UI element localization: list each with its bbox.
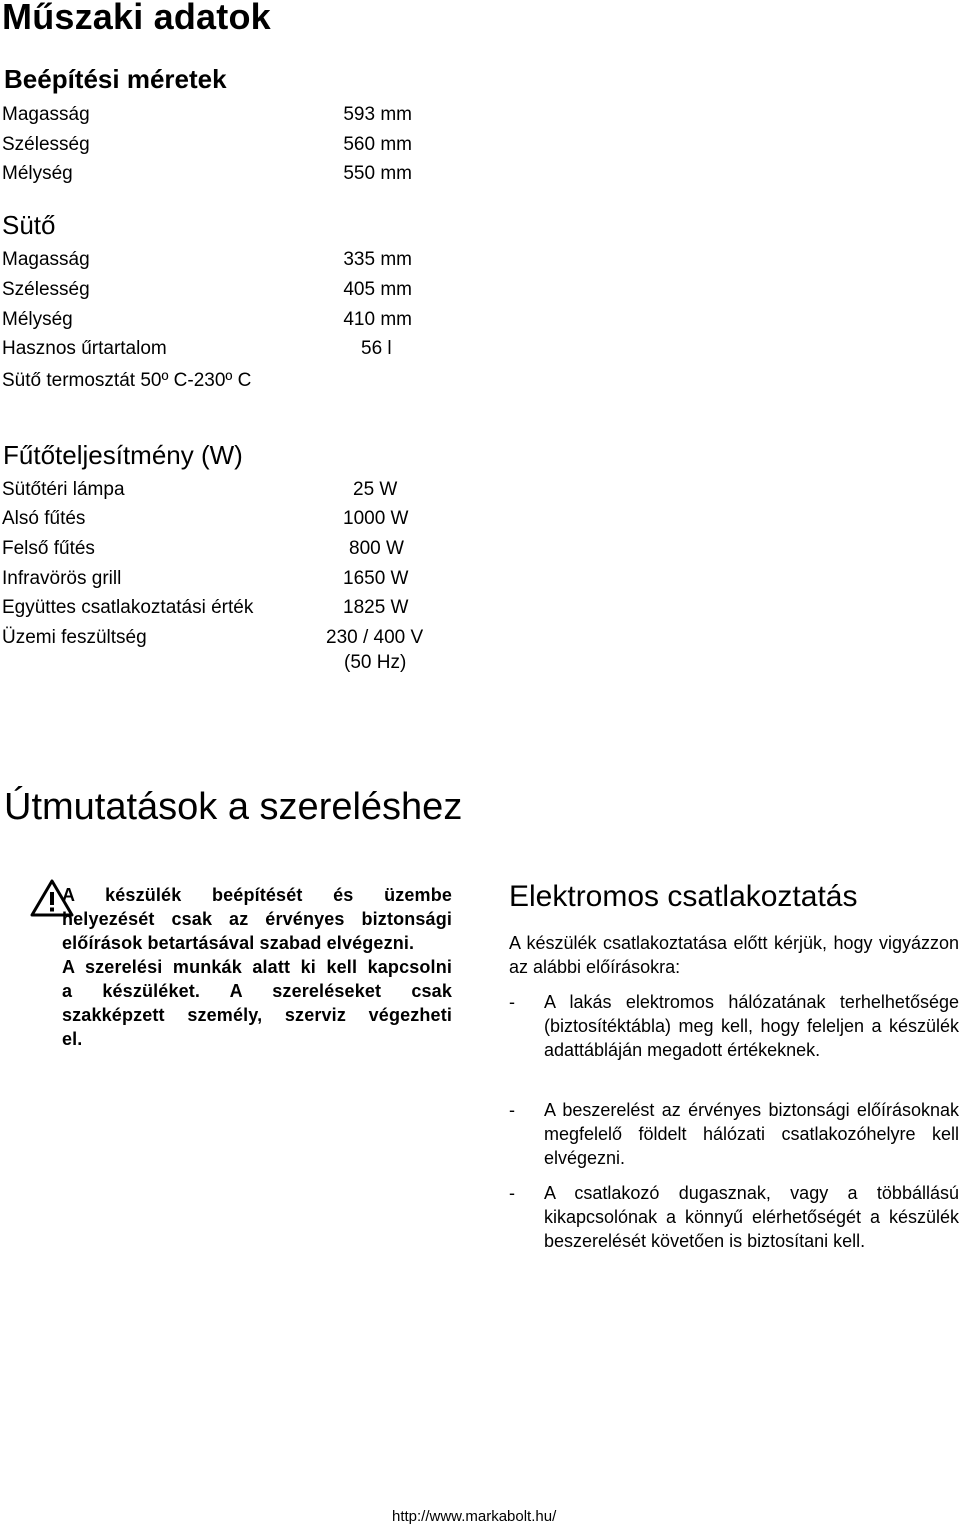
installation-heading: Beépítési méretek (4, 64, 227, 94)
power-label: Együttes csatlakoztatási érték (2, 597, 254, 618)
warning-line: A szerelési munkák alatt ki kell kapcsolni (62, 957, 452, 977)
electrical-intro: A készülék csatlakoztatása előtt kérjük, hogy vigyázzon az alábbi előírásokra: (509, 933, 959, 977)
electrical-bullet (509, 1098, 959, 1170)
warning-line: el. (62, 1029, 83, 1049)
installation-label: Szélesség (2, 134, 90, 155)
oven-value: 335 mm (343, 249, 412, 270)
oven-label: Mélység (2, 309, 73, 330)
power-voltage-note: (50 Hz) (344, 652, 407, 673)
page-title: Műszaki adatok (2, 0, 271, 37)
oven-thermostat: Sütő termosztát 50º C-230º C (2, 370, 252, 391)
power-label: Üzemi feszültség (2, 627, 147, 648)
bullet-text: A csatlakozó dugasznak, vagy a többállású kikapcsolónak a könnyű elérhetőségét a készülék beszerelését követően is biztosítani kell. (544, 1183, 959, 1251)
bullet-dash: - (509, 1100, 515, 1120)
oven-label: Szélesség (2, 279, 90, 300)
bullet-text: A beszerelést az érvényes biztonsági előírásoknak megfelelő földelt hálózati csatlakozóhelyre kell elvégezni. (544, 1100, 959, 1168)
oven-label: Magasság (2, 249, 90, 270)
power-value: 800 W (349, 538, 404, 559)
warning-line: a készüléket. A szereléseket csak (62, 981, 452, 1001)
power-value: 1000 W (343, 508, 409, 529)
electrical-bullet (509, 990, 959, 1062)
power-value: 230 / 400 V (326, 627, 424, 648)
electrical-heading: Elektromos csatlakoztatás (509, 880, 858, 913)
warning-text (62, 883, 452, 1051)
installation-label: Mélység (2, 163, 73, 184)
power-label: Sütőtéri lámpa (2, 479, 125, 500)
warning-line: helyezését csak az érvényes biztonsági (62, 909, 452, 929)
oven-value: 56 l (361, 338, 392, 359)
oven-value: 405 mm (343, 279, 412, 300)
installation-label: Magasság (2, 104, 90, 125)
oven-heading: Sütő (2, 210, 56, 240)
footer-url[interactable]: http://www.markabolt.hu/ (392, 1508, 557, 1525)
bullet-text: A lakás elektromos hálózatának terhelhetősége (biztosítéktábla) meg kell, hogy feleljen a készülék adattábláján megadott értékeknek. (544, 992, 959, 1060)
bullet-dash: - (509, 1183, 515, 1203)
power-value: 25 W (353, 479, 398, 500)
bullet-dash: - (509, 992, 515, 1012)
power-label: Infravörös grill (2, 568, 122, 589)
warning-line: szakképzett személy, szerviz végezheti (62, 1005, 452, 1025)
installation-value: 550 mm (343, 163, 412, 184)
installation-value: 560 mm (343, 134, 412, 155)
warning-line: A készülék beépítését és üzembe (62, 885, 452, 905)
power-label: Felső fűtés (2, 538, 95, 559)
electrical-bullet (509, 1181, 959, 1253)
power-heading: Fűtőteljesítmény (W) (3, 440, 243, 470)
power-value: 1825 W (343, 597, 409, 618)
oven-label: Hasznos űrtartalom (2, 338, 167, 359)
instructions-heading: Útmutatások a szereléshez (4, 786, 463, 828)
warning-line: előírások betartásával szabad elvégezni. (62, 933, 415, 953)
power-label: Alsó fűtés (2, 508, 86, 529)
power-value: 1650 W (343, 568, 409, 589)
installation-value: 593 mm (343, 104, 412, 125)
oven-value: 410 mm (343, 309, 412, 330)
